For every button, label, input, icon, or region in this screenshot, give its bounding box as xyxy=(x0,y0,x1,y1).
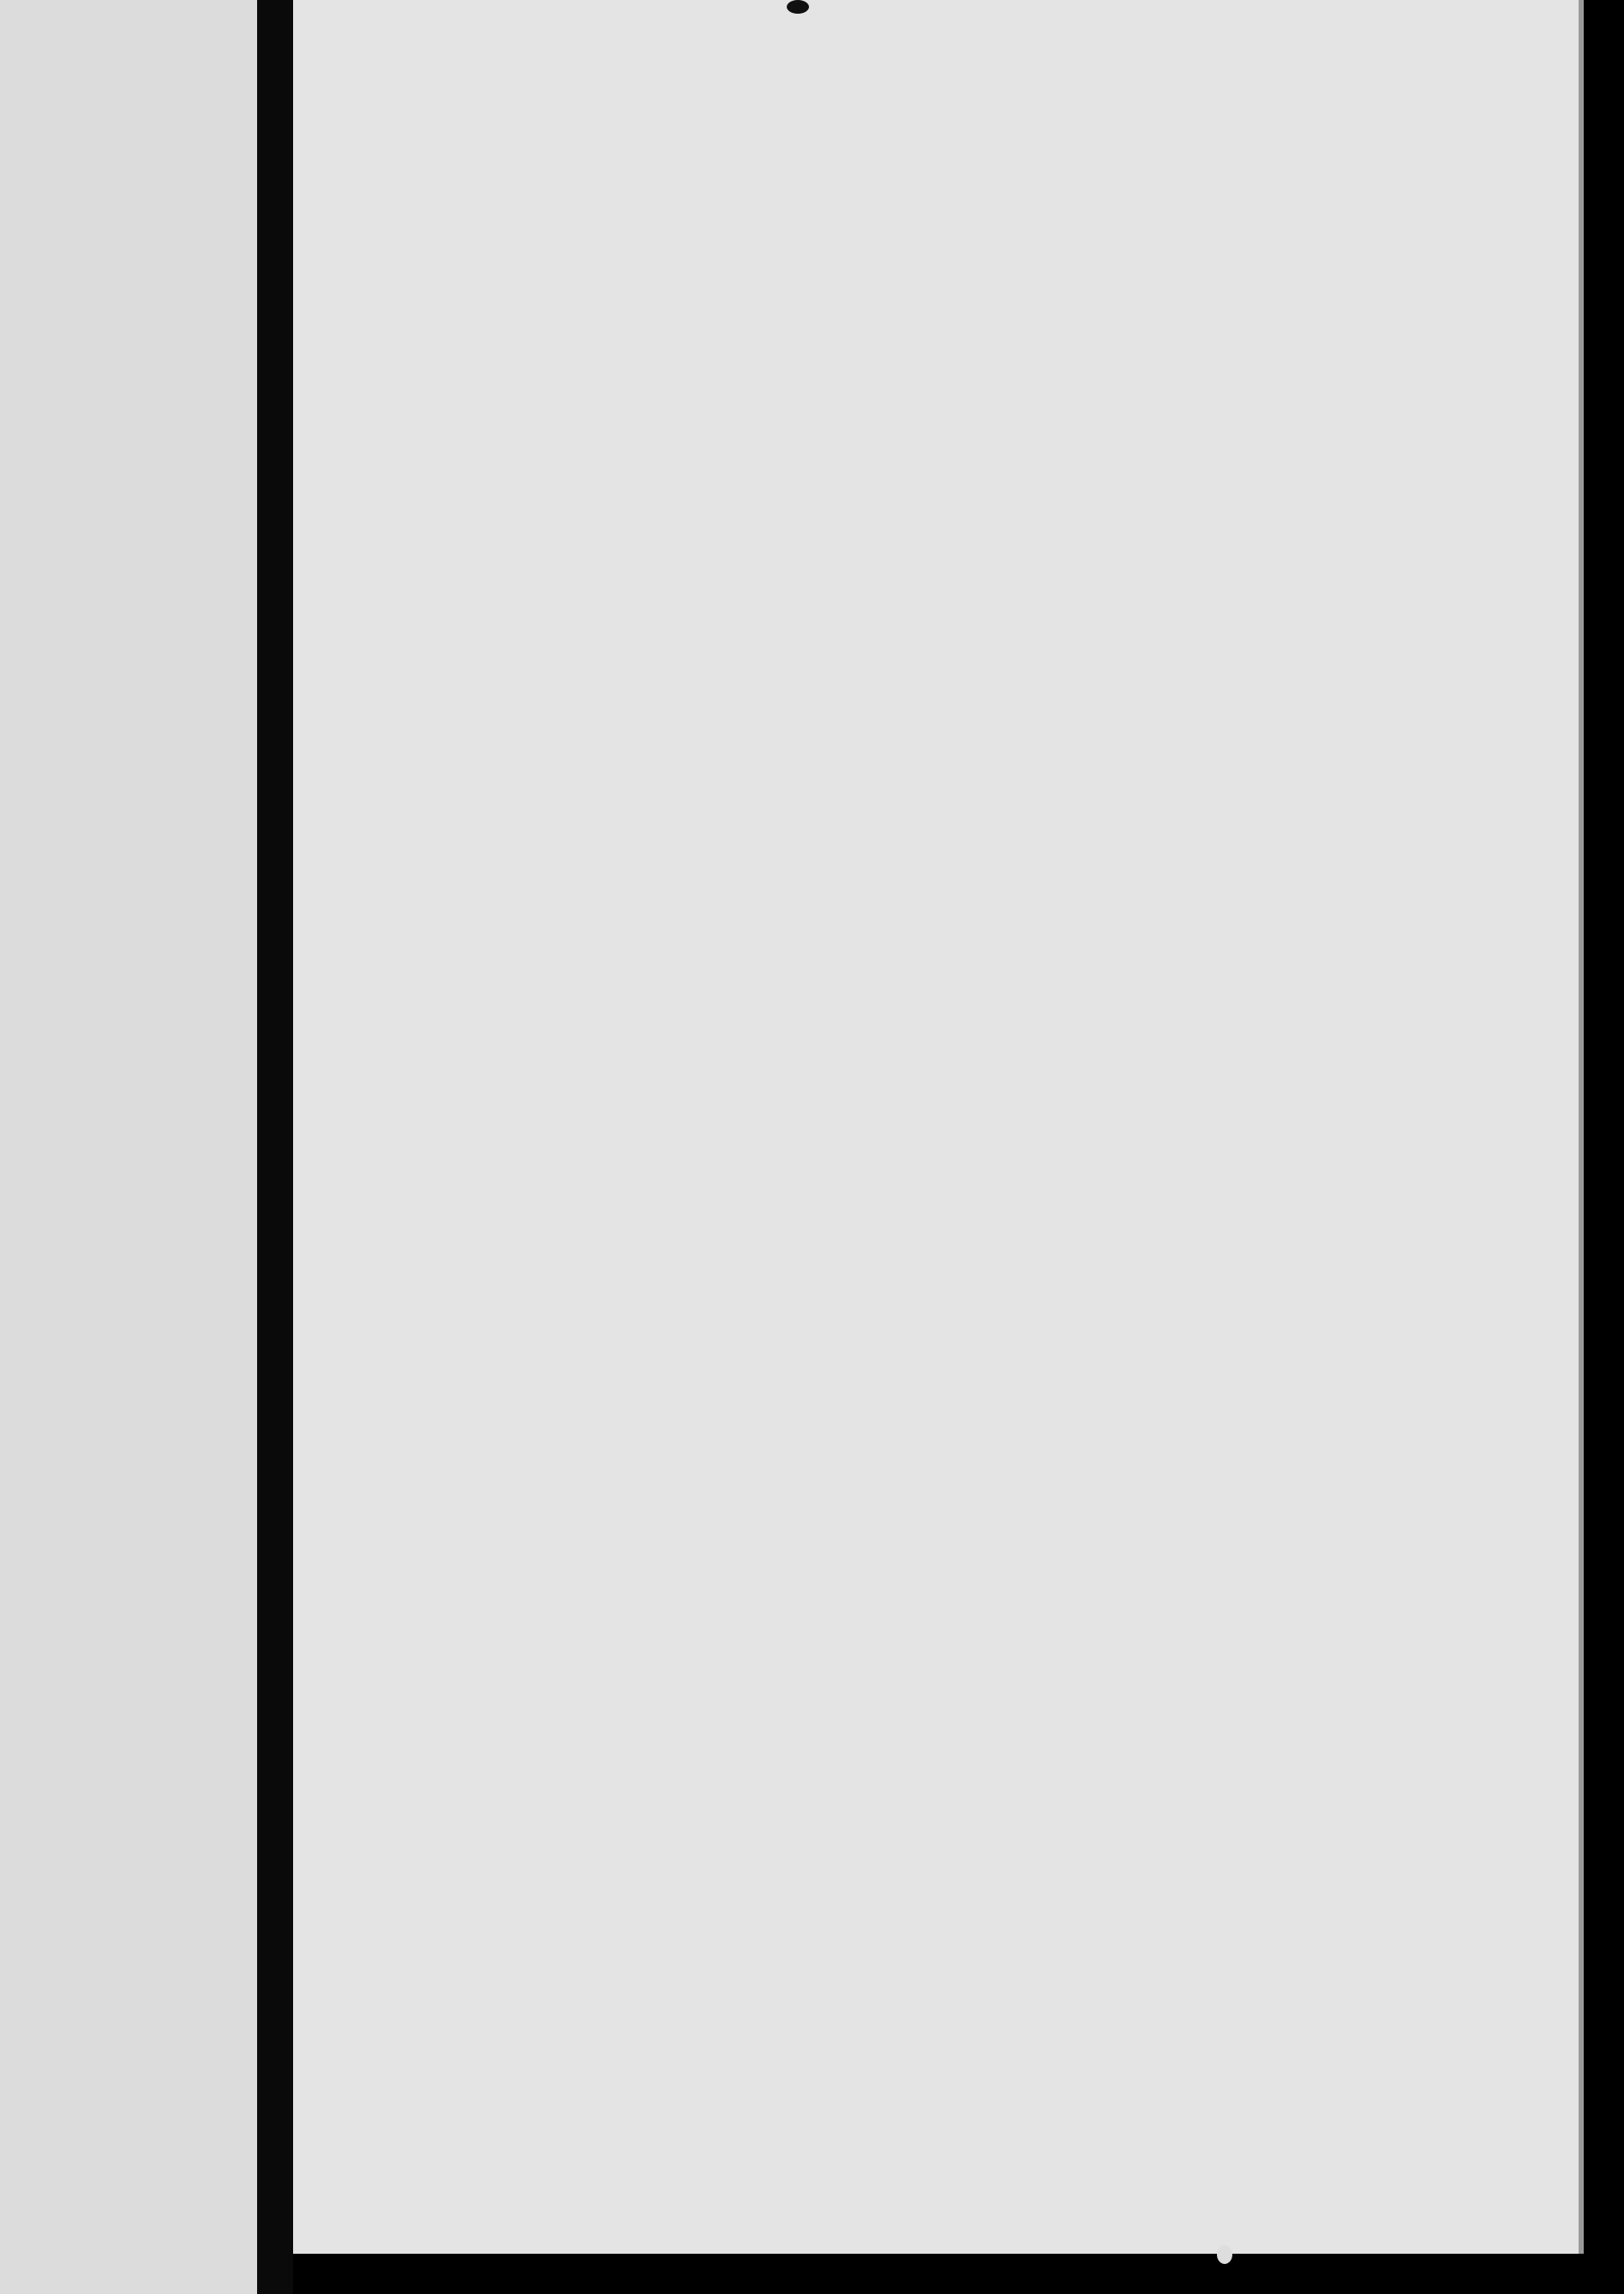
right-edge xyxy=(1584,0,1624,2294)
speck xyxy=(787,0,809,14)
book-spine xyxy=(257,0,293,2294)
speck xyxy=(1217,2245,1232,2264)
right-page xyxy=(293,0,1584,2254)
left-page-fragment xyxy=(0,0,257,2294)
